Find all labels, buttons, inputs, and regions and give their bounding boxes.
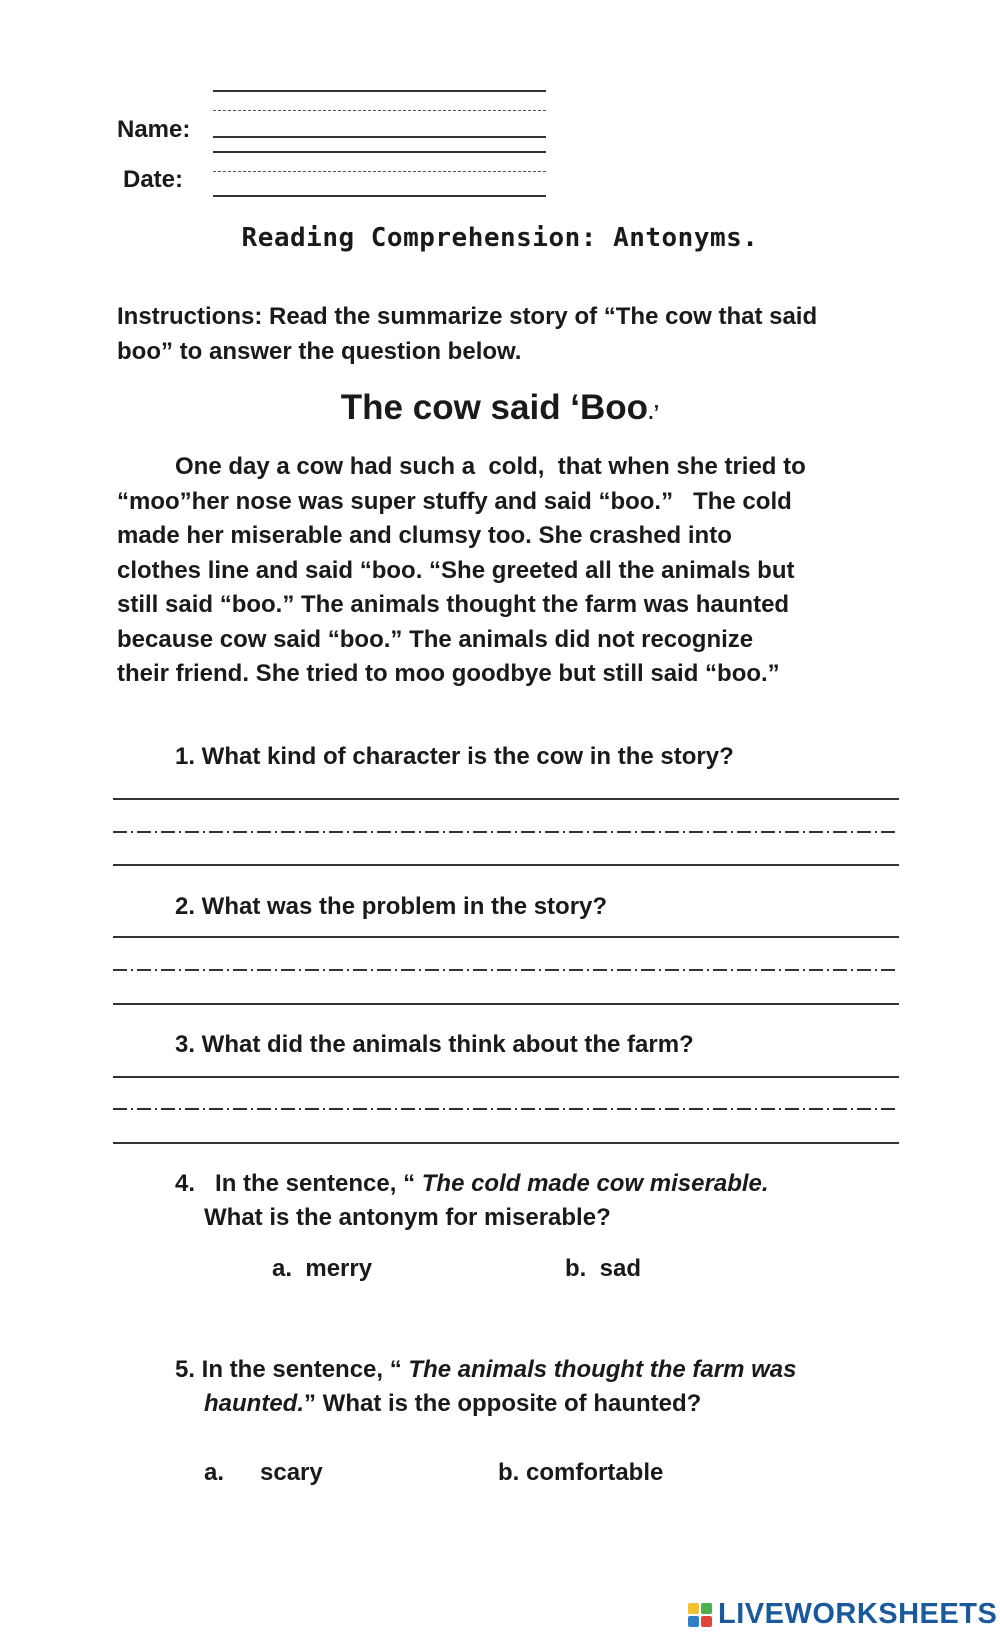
question-4-option-b[interactable]: b. sad <box>565 1255 642 1282</box>
question-4 <box>175 1170 769 1198</box>
logo-square <box>688 1616 699 1627</box>
answer-guide-line <box>113 969 899 971</box>
question-4-prefix: 4. In the sentence, “ <box>175 1170 422 1197</box>
answer-guide-line <box>113 831 899 833</box>
name-line-top <box>213 90 546 92</box>
story-line: because cow said “boo.” The animals did not recognize <box>117 625 754 653</box>
logo-square <box>701 1603 712 1614</box>
answer-line <box>113 1142 899 1144</box>
story-title <box>0 388 1000 428</box>
date-label: Date: <box>123 166 184 193</box>
story-paragraph <box>117 450 897 692</box>
name-label: Name: <box>117 116 191 143</box>
question-5-option-b[interactable]: b. comfortable <box>498 1459 664 1486</box>
name-line-mid <box>213 110 546 111</box>
option-text: scary <box>260 1459 323 1486</box>
answer-guide-line <box>113 1108 899 1110</box>
story-line: clothes line and said “boo. “She greeted all the animals but <box>117 556 795 584</box>
question-5-quote-line2: haunted. <box>204 1390 304 1417</box>
story-title-end: .’ <box>648 402 660 424</box>
date-line-top <box>213 151 546 153</box>
story-line: their friend. She tried to moo goodbye but still said “boo.” <box>117 660 780 687</box>
answer-line <box>113 798 899 800</box>
question-5 <box>175 1356 796 1384</box>
logo-square <box>701 1616 712 1627</box>
instructions-text: Read the summarize story of “The cow that said boo” to answer the question below. <box>117 303 818 365</box>
date-line-bottom <box>213 195 546 197</box>
story-line: One day a cow had such a cold, that when she tried to <box>175 453 806 480</box>
question-4-line2: What is the antonym for miserable? <box>204 1204 611 1231</box>
answer-line <box>113 864 899 866</box>
question-3: 3. What did the animals think about the farm? <box>175 1031 694 1058</box>
answer-line <box>113 1003 899 1005</box>
story-title-main: The cow said ‘Boo <box>340 388 649 427</box>
worksheet-subtitle: Reading Comprehension: Antonyms. <box>241 223 759 253</box>
question-4-quote: The cold made cow miserable. <box>421 1170 769 1197</box>
answer-line <box>113 936 899 938</box>
question-5-line2 <box>204 1390 701 1418</box>
question-1: 1. What kind of character is the cow in the story? <box>175 743 734 770</box>
liveworksheets-icon <box>688 1603 712 1627</box>
question-4-option-a[interactable]: a. merry <box>272 1255 373 1282</box>
option-letter: a. <box>204 1459 225 1486</box>
answer-line <box>113 1076 899 1078</box>
question-2: 2. What was the problem in the story? <box>175 893 608 920</box>
instructions <box>117 300 837 369</box>
name-line-bottom <box>213 136 546 138</box>
story-line: made her miserable and clumsy too. She crashed into <box>117 522 732 549</box>
story-line: “moo”her nose was super stuffy and said “boo.” The cold <box>117 487 792 515</box>
question-5-option-a[interactable] <box>204 1459 323 1487</box>
question-5-quote-line1: The animals thought the farm was <box>408 1356 797 1383</box>
instructions-label: Instructions: <box>117 303 263 330</box>
liveworksheets-logo <box>688 1598 997 1631</box>
question-5-prefix: 5. In the sentence, “ <box>175 1356 409 1383</box>
date-line-mid <box>213 171 546 172</box>
story-line: still said “boo.” The animals thought the farm was haunted <box>117 591 790 618</box>
logo-square <box>688 1603 699 1614</box>
question-5-line2-rest: ” What is the opposite of haunted? <box>304 1390 702 1417</box>
brand-text: LIVEWORKSHEETS <box>718 1598 998 1630</box>
